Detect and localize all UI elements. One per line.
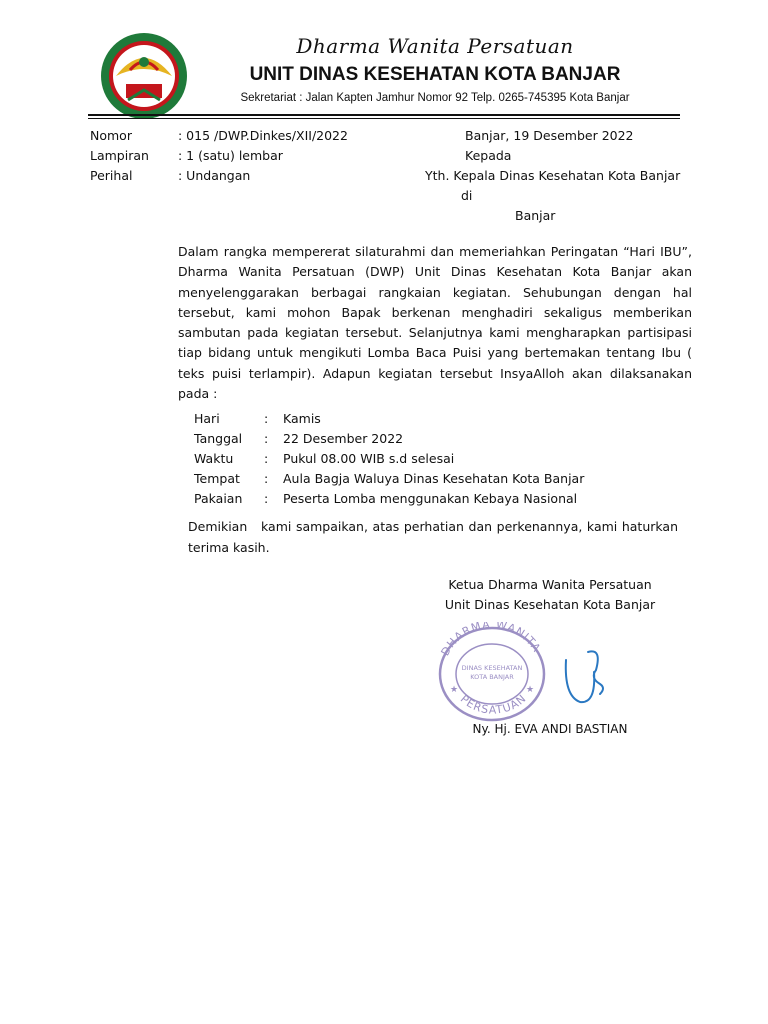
secretariat-address: Sekretariat : Jalan Kapten Jamhur Nomor 92 Telp. 0265-745395 Kota Banjar	[240, 92, 630, 104]
meta-value-lampiran: : 1 (satu) lembar	[178, 148, 283, 163]
svg-text:DHARMA WANITA	[439, 622, 544, 658]
detail-colon: :	[264, 431, 269, 446]
signer-name: Ny. Hj. EVA ANDI BASTIAN	[472, 722, 628, 736]
stamp-text-top: DHARMA WANITA	[438, 622, 544, 659]
header-divider-thin	[88, 118, 680, 119]
place-date: Banjar, 19 Desember 2022	[465, 128, 634, 143]
detail-value-waktu: Pukul 08.00 WIB s.d selesai	[283, 451, 455, 466]
detail-value-pakaian: Peserta Lomba menggunakan Kebaya Nasional	[283, 491, 578, 506]
recipient: Yth. Kepala Dinas Kesehatan Kota Banjar	[425, 168, 681, 183]
stamp-center-line1: DINAS KESEHATAN	[461, 664, 523, 672]
meta-label-lampiran: Lampiran	[90, 148, 149, 163]
svg-text:★: ★	[526, 685, 535, 695]
detail-value-hari: Kamis	[283, 411, 321, 426]
detail-value-tempat: Aula Bagja Waluya Dinas Kesehatan Kota Banjar	[283, 471, 585, 486]
stamp-center-line2: KOTA BANJAR	[470, 673, 514, 681]
detail-colon: :	[264, 451, 269, 466]
meta-label-perihal: Perihal	[90, 168, 133, 183]
unit-title: UNIT DINAS KESEHATAN KOTA BANJAR	[249, 64, 621, 85]
recipient-city: Banjar	[515, 208, 556, 223]
detail-label-tanggal: Tanggal	[194, 431, 243, 446]
closing-paragraph: Demikian kami sampaikan, atas perhatian dan perkenannya, kami haturkan terima kasih.	[188, 519, 682, 555]
signatory-title-1: Ketua Dharma Wanita Persatuan	[448, 577, 652, 592]
detail-colon: :	[264, 491, 269, 506]
dwp-logo	[100, 32, 188, 120]
svg-text:★: ★	[450, 685, 459, 695]
official-stamp	[430, 622, 630, 722]
di-label: di	[461, 188, 473, 203]
meta-value-perihal: : Undangan	[178, 168, 251, 183]
kepada-label: Kepada	[465, 148, 512, 163]
detail-label-pakaian: Pakaian	[194, 491, 243, 506]
header-divider-thick	[88, 114, 680, 116]
detail-label-hari: Hari	[194, 411, 220, 426]
signatory-title-2: Unit Dinas Kesehatan Kota Banjar	[444, 597, 656, 612]
org-script-title: Dharma Wanita Persatuan	[296, 34, 574, 58]
detail-value-tanggal: 22 Desember 2022	[283, 431, 404, 446]
meta-value-nomor: : 015 /DWP.Dinkes/XII/2022	[178, 128, 348, 143]
meta-label-nomor: Nomor	[90, 128, 132, 143]
body-paragraph: Dalam rangka mempererat silaturahmi dan memeriahkan Peringatan “Hari IBU”, Dharma Wanita Persatuan (DWP) Unit Dinas Kesehatan Kota Banjar akan menyelenggarakan berbagai rangkaian kegiatan. Sehubungan dengan hal tersebut, kami mohon Bapak berkenan menghadiri sekaligus memberikan sambutan pada kegiatan tersebut. Selanjutnya kami mengharapkan partisipasi tiap bidang untuk mengikuti Lomba Baca Puisi yang bertemakan tentang Ibu ( teks puisi terlampir). Adapun kegiatan tersebut InsyaAlloh akan dilaksanakan pada :	[178, 244, 692, 402]
detail-label-waktu: Waktu	[194, 451, 234, 466]
detail-colon: :	[264, 471, 269, 486]
stamp-text-bottom: PERSATUAN	[457, 691, 530, 717]
detail-colon: :	[264, 411, 269, 426]
detail-label-tempat: Tempat	[194, 471, 240, 486]
